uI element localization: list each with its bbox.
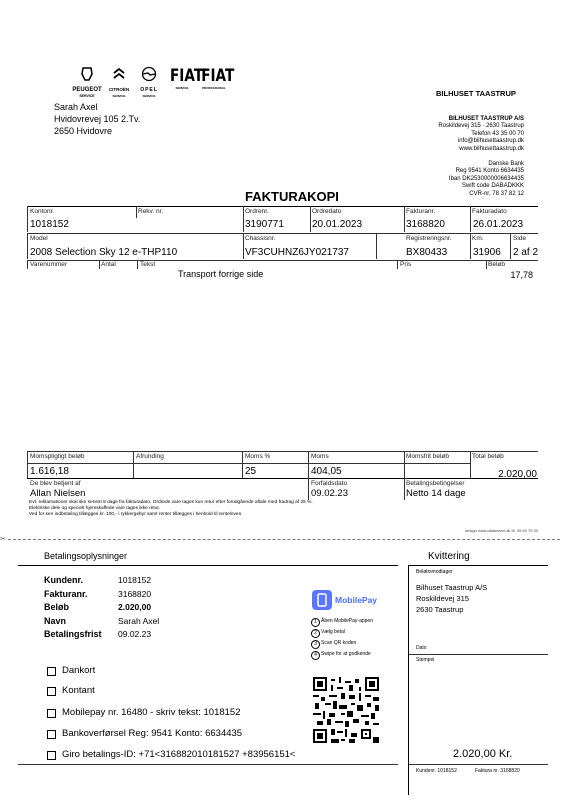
recipient-street: Roskildevej 315 <box>416 594 469 603</box>
recipient-city: 2630 Taastrup <box>416 605 464 614</box>
label-betingelser: Betalingsbetingelser <box>406 480 465 487</box>
moms-pct-value: 25 <box>245 466 257 477</box>
regnr-value: BX80433 <box>406 247 448 258</box>
option-mobilepay: Mobilepay nr. 16480 - skriv tekst: 1018152 <box>62 707 241 718</box>
label-forfald: Forfaldsdato <box>311 480 348 487</box>
col-varenummer: Varenummer <box>30 261 68 268</box>
customer-city: 2650 Hvidovre <box>54 126 113 136</box>
col-pris: Pris <box>400 261 412 268</box>
col-belob: Beløb <box>488 261 505 268</box>
label-fakturanr: Fakturanr. <box>406 208 436 215</box>
receipt-fakturanr: Faktura nr. 3168820 <box>475 768 520 774</box>
dealer-details <box>438 116 524 198</box>
receipt-title: Kvittering <box>428 551 470 562</box>
label-kontonr: Kontonr. <box>30 208 55 215</box>
belob-value: 2.020,00 <box>118 602 152 612</box>
col-tekst: Tekst <box>140 261 156 268</box>
qr-code <box>313 677 379 743</box>
giro-checkbox[interactable] <box>47 751 56 760</box>
mobilepay-brand: MobilePay <box>335 595 378 605</box>
label-momspligtigt: Momspligtigt beløb <box>30 453 85 460</box>
frist-value: 09.02.23 <box>118 629 152 639</box>
mobilepay-step: Åben MobilePay-appen <box>321 618 373 624</box>
label-rekv: Rekv. nr. <box>138 208 164 215</box>
label-model: Model <box>30 235 48 242</box>
momspligtigt-value: 1.616,18 <box>30 466 69 477</box>
label-chassis: Chassisnr. <box>245 235 276 242</box>
terms-notes <box>29 500 313 518</box>
label-momsfrit: Momsfrit beløb <box>406 453 449 460</box>
payment-title: Betalingsoplysninger <box>44 551 128 561</box>
lion-icon <box>79 66 95 82</box>
chassis-value: VF3CUHNZ6JY021737 <box>245 247 349 258</box>
chevrons-icon <box>112 66 126 82</box>
recipient-name: Bilhuset Taastrup A/S <box>416 583 488 592</box>
fiat-logo: FIAT SERVICE <box>170 66 204 90</box>
bank-checkbox[interactable] <box>47 730 56 739</box>
customer-name: Sarah Axel <box>54 102 98 112</box>
label-ordredato: Ordredato <box>312 208 342 215</box>
option-giro: Giro betalings-ID: +71<316882010181527 +83956151< <box>62 749 296 760</box>
kundenr-value: 1018152 <box>118 575 152 585</box>
ordrenr-value: 3190771 <box>245 219 284 230</box>
betingelser-value: Netto 14 dage <box>406 488 466 499</box>
forfald-value: 09.02.23 <box>311 488 348 499</box>
navn-label: Navn <box>44 615 67 626</box>
label-side: Side <box>513 235 527 242</box>
mobilepay-step: Swipe for at godkende <box>321 651 371 657</box>
citroen-logo: CITROËN SERVICE <box>104 66 134 99</box>
navn-value: Sarah Axel <box>118 615 160 626</box>
dealer-header: BILHUSET TAASTRUP <box>436 89 516 98</box>
option-kontant: Kontant <box>62 685 95 696</box>
dankort-checkbox[interactable] <box>47 667 56 676</box>
mobilepay-icon <box>311 589 333 611</box>
item-text: Transport forrige side <box>178 269 264 279</box>
mobilepay-step: Vælg betal <box>321 629 345 635</box>
kontonr-value: 1018152 <box>30 219 69 230</box>
mobilepay-step: Scan QR koden <box>321 640 357 646</box>
date-label: Dato <box>416 645 427 651</box>
cut-line <box>8 539 560 540</box>
dealer-name: BILHUSET TAASTRUP A/S <box>448 116 524 122</box>
recipient-label: Beløbsmodtager <box>416 569 453 575</box>
dealer-swift: Swift code DABADKKK <box>461 183 524 190</box>
label-moms: Moms <box>311 453 329 460</box>
payment-info <box>44 574 102 642</box>
opel-bolt-icon <box>141 66 157 82</box>
label-fakturadato: Fakturadato <box>472 208 507 215</box>
receipt-amount: 2.020,00 Kr. <box>453 748 513 760</box>
design-credit: design www.dalamann.dk tlf. 39 63 75 30 <box>465 528 538 533</box>
receipt-kundenr: Kundenr. 1018152 <box>416 768 457 774</box>
dealer-email: info@bilhusettaastrup.dk <box>457 138 524 145</box>
option-dankort: Dankort <box>62 665 96 676</box>
total-value: 2.020,00 <box>498 469 537 480</box>
stamp-label: Stempel <box>416 657 435 663</box>
note-line: Elektriske dele og specielt hjemskaffede vare tages ikke retur. <box>29 506 161 511</box>
fakturanr-value: 3168820 <box>406 219 445 230</box>
dealer-web: www.bilhusettaastrup.dk <box>459 145 524 152</box>
ordredato-value: 20.01.2023 <box>312 219 363 230</box>
label-regnr: Registreringsnr. <box>406 235 452 242</box>
dealer-iban: Iban DK2530000006634435 <box>448 175 524 182</box>
dealer-reg: Reg 9541 Konto 6634435 <box>455 168 524 175</box>
frist-label: Betalingsfrist <box>44 629 102 639</box>
dealer-bank: Danske Bank <box>488 161 524 168</box>
label-total: Total beløb <box>472 453 504 460</box>
fiat-professional-logo: FIAT PROFESSIONAL <box>201 66 235 90</box>
document-title: FAKTURAKOPI <box>245 189 339 204</box>
label-afrunding: Afrunding <box>136 453 164 460</box>
option-bank: Bankoverførsel Reg: 9541 Konto: 6634435 <box>62 728 243 739</box>
note-line: Ved for sen indbetaling tillægges kr. 100,- i rykkergebyr samt renter tillægges i henhold til renteloven. <box>29 512 243 517</box>
payment-values <box>118 574 159 642</box>
customer-street: Hvidovrevej 105 2.Tv. <box>54 114 141 124</box>
model-value: 2008 Selection Sky 12 e-THP110 <box>30 247 178 258</box>
fakturadato-value: 26.01.2023 <box>473 219 524 230</box>
kundenr-label: Kundenr. <box>44 575 84 585</box>
note-line: Evt. reklamationer skal ske senest 8 dage fra fakturadato. Ordrede vare tages kun retur efter forudgående aftale med fradrag af 25 %. <box>29 500 313 505</box>
dealer-phone: Telefon 43 35 00 70 <box>471 130 524 137</box>
fakturanr-label: Fakturanr. <box>44 588 88 599</box>
label-ordrenr: Ordrenr. <box>245 208 269 215</box>
label-moms-pct: Moms % <box>245 453 271 460</box>
peugeot-logo: PEUGEOT SERVICE <box>70 66 104 99</box>
label-betjent: De blev betjent af <box>30 480 81 487</box>
dealer-address: Roskildevej 315 · 2630 Taastrup <box>438 123 524 130</box>
col-antal: Antal <box>101 261 116 268</box>
mobilepay-checkbox[interactable] <box>47 709 56 718</box>
item-amount: 17,78 <box>510 270 533 280</box>
side-value: 2 af 2 <box>513 247 539 258</box>
label-km: Km. <box>472 235 484 242</box>
km-value: 31906 <box>473 247 501 258</box>
kontant-checkbox[interactable] <box>47 687 56 696</box>
scissors-icon: ✂ <box>0 536 6 543</box>
dealer-cvr: CVR-nr. 78 37 82 12 <box>469 190 524 197</box>
opel-logo: OPEL SERVICE <box>134 66 164 99</box>
belob-label: Beløb <box>44 602 70 612</box>
moms-value: 404,05 <box>311 466 342 477</box>
fakturanr-value: 3168820 <box>118 588 152 599</box>
betjent-value: Allan Nielsen <box>30 488 86 499</box>
